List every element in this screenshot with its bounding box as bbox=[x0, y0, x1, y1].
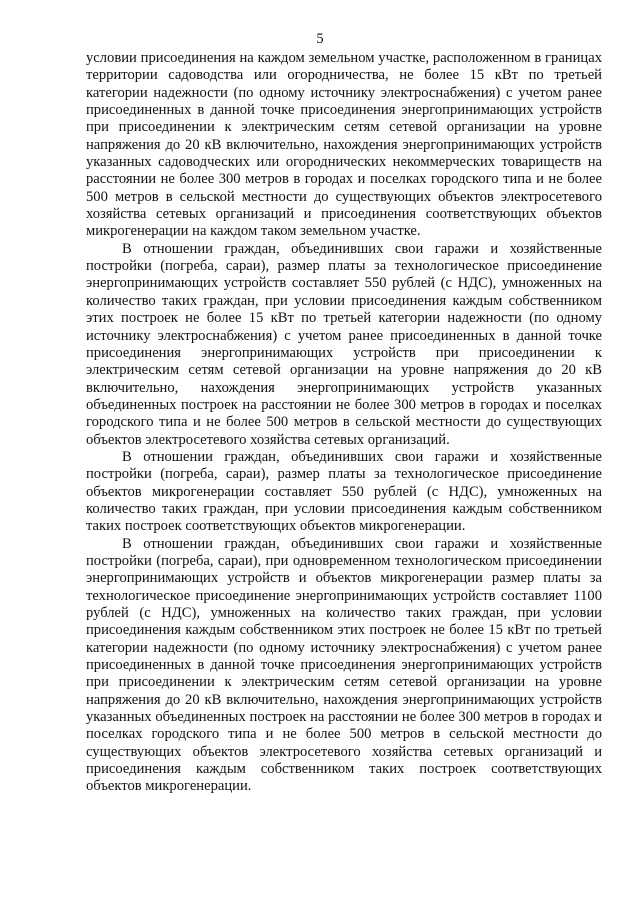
page-number: 5 bbox=[316, 31, 324, 47]
paragraph-continuation: условии присоединения на каждом земельном участке, расположенном в границах территории садоводства или огородничества, не более 15 кВт по третьей категории надежности (по одному источнику электроснабжения) с учетом ранее присоединенных в данной точке присоединения энергопринимающих устройств при присоединении к электрическим сетям сетевой организации на уровне напряжения до 20 кВ включительно, нахождения энергопринимающих устройств указанных садоводческих или огороднических некоммерческих товариществ на расстоянии не более 300 метров в городах и поселках городского типа и не более 500 метров в сельской местности до существующих объектов электросетевого хозяйства сетевых организаций и присоединения соответствующих объектов микрогенерации на каждом таком земельном участке. bbox=[86, 50, 602, 240]
paragraph-garages-simultaneous: В отношении граждан, объединивших свои гаражи и хозяйственные постройки (погреба, сараи), при одновременном технологическом присоединении энергопринимающих устройств и объектов микрогенерации размер платы за технологическое присоединение энергопринимающих устройств составляет 1100 рублей (с НДС), умноженных на количество таких граждан, при условии присоединения каждым собственником этих построек не более 15 кВт по третьей категории надежности (по одному источнику электроснабжения) с учетом ранее присоединенных в данной точке присоединения энергопринимающих устройств при присоединении к электрическим сетям сетевой организации на уровне напряжения до 20 кВ включительно, нахождения энергопринимающих устройств указанных объединенных построек на расстоянии не более 300 метров в городах и поселках городского типа и не более 500 метров в сельской местности до существующих объектов электросетевого хозяйства сетевых организаций и присоединения каждым собственником таких построек соответствующих объектов микрогенерации. bbox=[86, 535, 602, 795]
paragraph-garages-energy-devices: В отношении граждан, объединивших свои гаражи и хозяйственные постройки (погреба, сараи), размер платы за технологическое присоединение энергопринимающих устройств составляет 550 рублей (с НДС), умноженных на количество таких граждан, при условии присоединения каждым собственником этих построек не более 15 кВт по третьей категории надежности (по одному источнику электроснабжения) с учетом ранее присоединенных в данной точке присоединения энергопринимающих устройств при присоединении к электрическим сетям сетевой организации на уровне напряжения до 20 кВ включительно, нахождения энергопринимающих устройств указанных объединенных построек на расстоянии не более 300 метров в городах и поселках городского типа и не более 500 метров в сельской местности до существующих объектов электросетевого хозяйства сетевых организаций. bbox=[86, 240, 602, 448]
paragraph-garages-microgeneration: В отношении граждан, объединивших свои гаражи и хозяйственные постройки (погреба, сараи), размер платы за технологическое присоединение объектов микрогенерации составляет 550 рублей (с НДС), умноженных на количество таких граждан, при условии присоединения каждым собственником таких построек соответствующих объектов микрогенерации. bbox=[86, 448, 602, 535]
document-body bbox=[86, 50, 602, 796]
